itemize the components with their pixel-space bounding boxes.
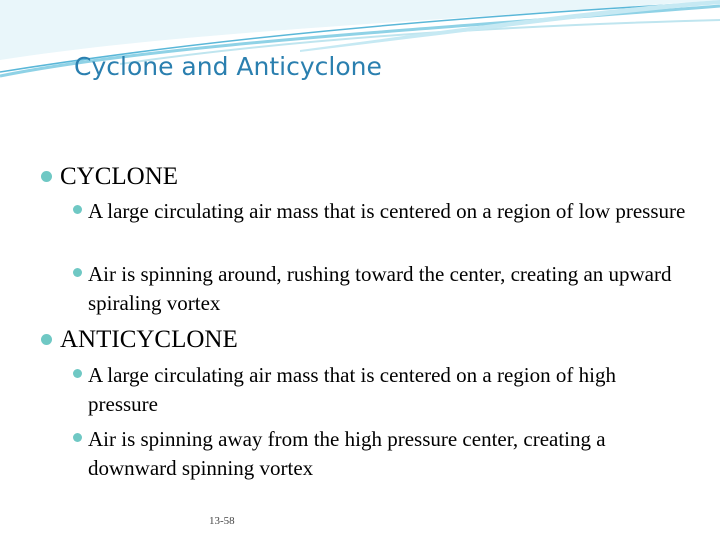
bullet-dot (73, 268, 82, 277)
bullet-dot (73, 369, 82, 378)
section-anticyclone (60, 325, 238, 355)
bullet-text: Air is spinning away from the high pressure center, creating a downward spinning vortex (88, 427, 606, 480)
list-item (88, 197, 688, 226)
bullet-text: A large circulating air mass that is centered on a region of high pressure (88, 363, 616, 416)
bullet-dot (41, 171, 52, 182)
list-item (88, 361, 688, 418)
slide-title: Cyclone and Anticyclone (74, 52, 382, 81)
list-item (88, 260, 688, 317)
bullet-dot (41, 334, 52, 345)
bullet-dot (73, 205, 82, 214)
bullet-dot (73, 433, 82, 442)
bullet-text: Air is spinning around, rushing toward the center, creating an upward spiraling vortex (88, 262, 672, 315)
header-swoosh-decoration (0, 0, 720, 100)
list-item (88, 425, 688, 482)
slide-number: 13-58 (209, 515, 235, 527)
bullet-text: A large circulating air mass that is centered on a region of low pressure (88, 199, 686, 223)
section-heading: ANTICYCLONE (60, 326, 238, 353)
section-cyclone (60, 162, 178, 192)
section-heading: CYCLONE (60, 163, 179, 190)
